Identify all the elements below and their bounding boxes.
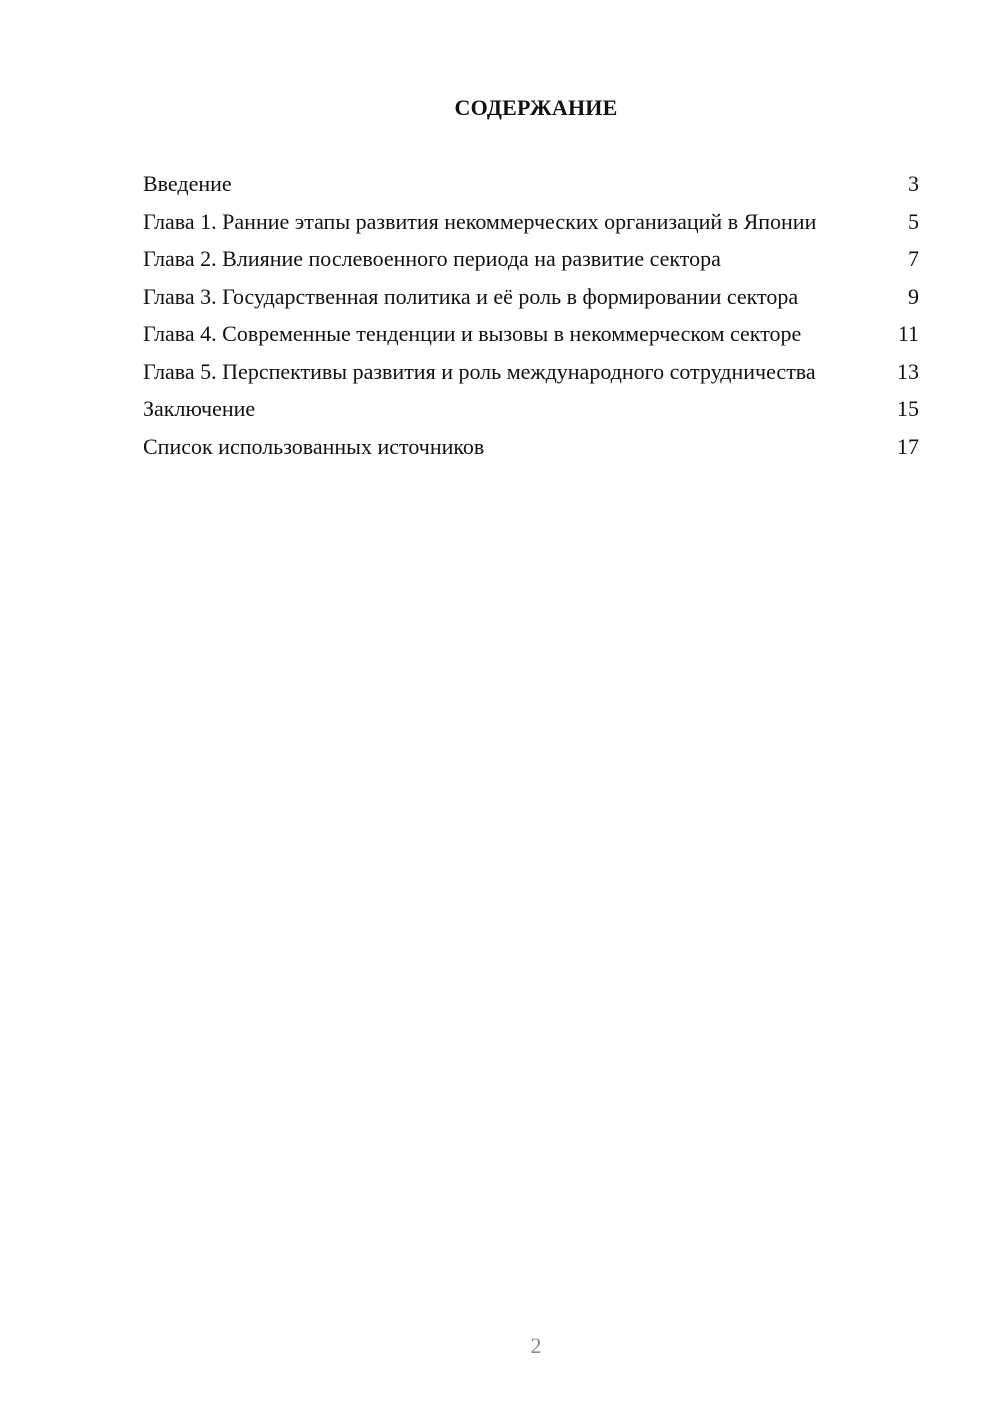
toc-list [143,170,919,470]
toc-entry-text: Глава 1. Ранние этапы развития некоммерческих организаций в Японии [143,208,817,234]
toc-entry-text: Список использованных источников [143,433,485,459]
toc-entry-page: 17 [897,433,919,459]
toc-entry-introduction[interactable] [143,170,919,197]
toc-entry-text: Введение [143,171,232,196]
toc-entry-page: 3 [908,171,919,196]
toc-entry-references[interactable] [143,433,919,460]
toc-entry-text: Заключение [143,396,256,421]
toc-entry-chapter-2[interactable] [143,245,919,272]
toc-entry-conclusion[interactable] [143,395,919,422]
toc-entry-text: Глава 2. Влияние послевоенного периода на развитие сектора [143,246,721,271]
toc-entry-text: Глава 4. Современные тенденции и вызовы в некоммерческом секторе [143,321,802,346]
toc-entry-chapter-3[interactable] [143,283,919,310]
toc-entry-page: 7 [908,246,919,271]
toc-entry-page: 11 [897,321,919,346]
toc-entry-page: 5 [908,208,919,234]
toc-title: СОДЕРЖАНИЕ [454,95,618,120]
page-number: 2 [530,1333,542,1358]
toc-entry-page: 15 [897,396,919,421]
toc-entry-page: 13 [897,358,919,384]
toc-entry-chapter-4[interactable] [143,320,919,347]
toc-entry-text: Глава 5. Перспективы развития и роль международного сотрудничества [143,358,816,384]
toc-entry-chapter-5[interactable] [143,358,919,385]
toc-entry-text: Глава 3. Государственная политика и её роль в формировании сектора [143,283,799,309]
toc-entry-page: 9 [908,283,919,309]
toc-entry-chapter-1[interactable] [143,208,919,235]
